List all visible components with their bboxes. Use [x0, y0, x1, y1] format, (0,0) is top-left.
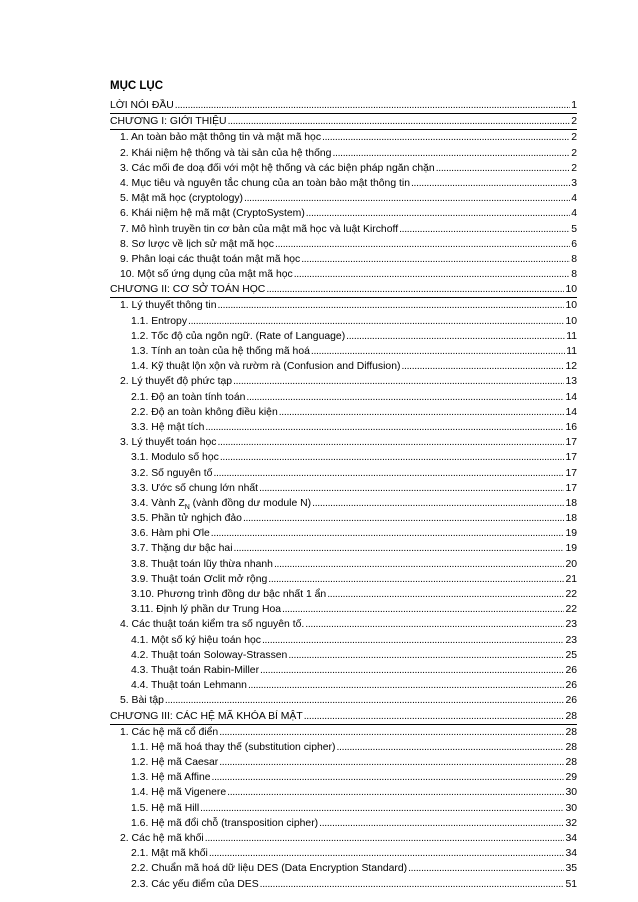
toc-page-number: 2: [571, 147, 577, 159]
toc-entry[interactable]: [110, 176, 577, 191]
toc-page-number: 17: [565, 452, 577, 464]
toc-page-number: 17: [565, 437, 577, 449]
toc-page-number: 35: [565, 863, 577, 875]
toc-page-number: 17: [565, 482, 577, 494]
dot-leader: [312, 496, 564, 511]
toc-entry-title: 2.1. Mật mã khối: [131, 848, 208, 860]
toc-entry-title: 4.1. Một số ký hiệu toán học: [131, 634, 261, 646]
toc-entry-title: 2.2. Độ an toàn không điều kiện: [131, 406, 278, 418]
toc-entry-title: 3.4. Vành $Z_N$ (vành đồng dư module N): [131, 497, 312, 511]
dot-leader: [311, 344, 565, 359]
toc-entry-title: 1.4. Hệ mã Vigenere: [131, 787, 227, 799]
toc-entry[interactable]: [110, 314, 577, 329]
toc-page-number: 23: [565, 634, 577, 646]
toc-page-number: 6: [571, 238, 577, 250]
toc-page-number: 14: [565, 391, 577, 403]
toc-page-number: 28: [565, 757, 577, 769]
dot-leader: [332, 146, 570, 161]
toc-entry-title: 3.2. Số nguyên tố: [131, 467, 213, 479]
toc-chapter-entry[interactable]: [110, 114, 577, 130]
toc-entry-title: CHƯƠNG III: CÁC HỆ MÃ KHÓA BÍ MẬT: [110, 710, 303, 722]
toc-entry-title: 5. Bài tập: [120, 695, 164, 707]
toc-page-number: 29: [565, 772, 577, 784]
toc-entry[interactable]: [110, 405, 577, 420]
dot-leader: [246, 390, 564, 405]
toc-entry[interactable]: [110, 191, 577, 206]
toc-page-number: 2: [571, 132, 577, 144]
toc-entry[interactable]: [110, 648, 577, 663]
dot-leader: [275, 237, 570, 252]
toc-page-number: 26: [565, 695, 577, 707]
toc-chapter-entry[interactable]: [110, 98, 577, 114]
toc-page-number: 14: [565, 406, 577, 418]
dot-leader: [205, 831, 565, 846]
toc-entry[interactable]: [110, 541, 577, 556]
dot-leader: [205, 420, 564, 435]
toc-entry[interactable]: [110, 496, 577, 511]
toc-page-number: 26: [565, 664, 577, 676]
toc-entry[interactable]: [110, 801, 577, 816]
toc-page-number: 16: [565, 421, 577, 433]
toc-entry-title: 3.3. Hệ mật tích: [131, 421, 205, 433]
toc-entry-title: 1. Các hệ mã cổ điển: [120, 726, 219, 738]
toc-heading: MỤC LỤC: [110, 80, 164, 92]
toc-chapter-entry[interactable]: [110, 709, 577, 725]
toc-page-number: 34: [565, 848, 577, 860]
dot-leader: [288, 648, 564, 663]
dot-leader: [306, 206, 570, 221]
toc-entry-title: 3.7. Thặng dư bậc hai: [131, 543, 233, 555]
toc-entry-title: 4.2. Thuật toán Soloway-Strassen: [131, 649, 288, 661]
toc-entry-title: 4.3. Thuật toán Rabin-Miller: [131, 664, 260, 676]
toc-entry-title: 1.1. Entropy: [131, 315, 188, 327]
dot-leader: [219, 755, 564, 770]
dot-leader: [304, 709, 565, 724]
toc-entry[interactable]: [110, 146, 577, 161]
toc-page-number: 51: [565, 878, 577, 890]
dot-leader: [262, 633, 564, 648]
dot-leader: [319, 816, 564, 831]
toc-chapter-entry[interactable]: [110, 282, 577, 298]
toc-entry-title: 3.1. Modulo số học: [131, 452, 219, 464]
dot-leader: [248, 678, 565, 693]
dot-leader: [411, 176, 570, 191]
dot-leader: [227, 785, 564, 800]
toc-entry-title: 3.9. Thuật toán Ơclit mở rộng: [131, 573, 268, 585]
toc-entry[interactable]: [110, 222, 577, 237]
toc-entry-title: 1. Lý thuyết thông tin: [120, 300, 217, 312]
toc-entry[interactable]: [110, 329, 577, 344]
toc-page-number: 19: [565, 543, 577, 555]
dot-leader: [279, 405, 565, 420]
toc-entry-title: 3. Các mối đe doạ đối với một hệ thống và các biện pháp ngăn chặn: [120, 162, 435, 174]
toc-entry-title: 3.3. Ước số chung lớn nhất: [131, 482, 259, 494]
toc-page-number: 4: [571, 193, 577, 205]
toc-page-number: 8: [571, 269, 577, 281]
toc-page-number: 26: [565, 680, 577, 692]
toc-entry[interactable]: [110, 267, 577, 282]
toc-page-number: 22: [565, 604, 577, 616]
toc-page-number: 28: [565, 726, 577, 738]
dot-leader: [213, 466, 564, 481]
dot-leader: [259, 481, 564, 496]
toc-page-number: 10: [565, 315, 577, 327]
toc-page-number: 17: [565, 467, 577, 479]
dot-leader: [399, 222, 570, 237]
dot-leader: [336, 740, 564, 755]
toc-entry[interactable]: [110, 130, 577, 145]
toc-entry[interactable]: [110, 770, 577, 785]
toc-entry-title: 7. Mô hình truyền tin cơ bản của mật mã học và luật Kirchoff: [120, 223, 399, 235]
dot-leader: [282, 602, 564, 617]
toc-page-number: 28: [565, 741, 577, 753]
toc-entry[interactable]: [110, 450, 577, 465]
toc-entry-title: 3.11. Định lý phần dư Trung Hoa: [131, 604, 282, 616]
toc-page-number: 28: [565, 710, 577, 722]
dot-leader: [260, 663, 564, 678]
dot-leader: [294, 267, 570, 282]
toc-page-number: 11: [566, 346, 577, 357]
toc-entry-title: 1.5. Hệ mã Hill: [131, 802, 200, 814]
toc-entry[interactable]: [110, 693, 577, 708]
dot-leader: [305, 617, 564, 632]
toc-entry-title: 1.1. Hệ mã hoá thay thế (substitution cipher): [131, 741, 336, 753]
toc-entry[interactable]: [110, 602, 577, 617]
toc-page-number: 11: [566, 330, 577, 342]
dot-leader: [234, 541, 565, 556]
toc-entry[interactable]: [110, 725, 577, 740]
dot-leader: [274, 557, 564, 572]
toc-page-number: 13: [565, 376, 577, 388]
toc-entry[interactable]: [110, 390, 577, 405]
toc-page-number: 34: [565, 833, 577, 844]
toc-page-number: 18: [565, 497, 577, 509]
toc-entry-title: 1.3. Tính an toàn của hệ thống mã hoá: [131, 346, 310, 357]
toc-entry[interactable]: [110, 237, 577, 252]
dot-leader: [268, 572, 564, 587]
toc-entry[interactable]: [110, 344, 577, 359]
dot-leader: [212, 770, 565, 785]
dot-leader: [244, 191, 570, 206]
toc-page-number: 2: [571, 162, 577, 174]
toc-entry[interactable]: [110, 785, 577, 800]
toc-entry[interactable]: [110, 663, 577, 678]
dot-leader: [188, 314, 564, 329]
toc-entry-title: 2.3. Các yếu điểm của DES: [131, 878, 259, 890]
toc-page-number: 22: [565, 589, 577, 600]
dot-leader: [209, 846, 565, 861]
toc-page-number: 21: [565, 573, 577, 585]
toc-entry-title: 4. Mục tiêu và nguyên tắc chung của an toàn bảo mật thông tin: [120, 177, 410, 189]
dot-leader: [200, 801, 564, 816]
toc-entry-title: 1.4. Kỹ thuật lộn xộn và rườm rà (Confusion and Diffusion): [131, 361, 401, 373]
toc-entry-title: 3.6. Hàm phi Ơle: [131, 528, 210, 540]
dot-leader: [346, 329, 565, 344]
toc-entry-title: 3.8. Thuật toán lũy thừa nhanh: [131, 558, 273, 570]
toc-entry-title: LỜI NÓI ĐẦU: [110, 100, 174, 111]
toc-entry-title: 1.2. Hệ mã Caesar: [131, 757, 219, 769]
toc-entry-title: 1.2. Tốc độ của ngôn ngữ. (Rate of Language): [131, 330, 346, 342]
toc-entry-title: 2. Khái niệm hệ thống và tài sản của hệ thống: [120, 147, 332, 159]
toc-page-number: 30: [565, 802, 577, 814]
dot-leader: [233, 374, 564, 389]
dot-leader: [165, 693, 565, 708]
toc-entry[interactable]: [110, 481, 577, 496]
toc-entry-title: 9. Phân loại các thuật toán mật mã học: [120, 253, 301, 265]
toc-entry[interactable]: [110, 587, 577, 602]
toc-page-number: 3: [571, 177, 577, 189]
toc-entry[interactable]: [110, 740, 577, 755]
toc-entry[interactable]: [110, 420, 577, 435]
toc-entry[interactable]: [110, 526, 577, 541]
toc-entry[interactable]: [110, 374, 577, 389]
toc-entry-title: 1.6. Hệ mã đổi chỗ (transposition cipher): [131, 817, 319, 829]
toc-page-number: 25: [565, 649, 577, 661]
toc-entry[interactable]: [110, 877, 577, 892]
dot-leader: [322, 130, 570, 145]
toc-entry[interactable]: [110, 161, 577, 176]
toc-page-number: 19: [565, 528, 577, 540]
toc-entry[interactable]: [110, 435, 577, 450]
dot-leader: [228, 114, 571, 129]
toc-entry-title: 10. Một số ứng dụng của mật mã học: [120, 269, 293, 281]
toc-page-number: 23: [565, 619, 577, 631]
toc-page-number: 8: [571, 253, 577, 265]
toc-page-number: 10: [565, 284, 577, 296]
toc-entry-title: 2.2. Chuẩn mã hoá dữ liệu DES (Data Encryption Standard): [131, 863, 408, 875]
toc-page-number: 32: [565, 817, 577, 829]
toc-page-number: 2: [571, 116, 577, 128]
toc-entry-title: 4. Các thuật toán kiểm tra số nguyên tố.: [120, 619, 305, 631]
toc-entry[interactable]: [110, 572, 577, 587]
toc-page-number: 4: [571, 208, 577, 220]
toc-entry[interactable]: [110, 252, 577, 267]
toc-entry[interactable]: [110, 298, 577, 313]
toc-entry-title: CHƯƠNG I: GIỚI THIỆU: [110, 116, 227, 128]
toc-page-number: 12: [565, 361, 577, 373]
dot-leader: [220, 450, 565, 465]
dot-leader: [217, 298, 564, 313]
toc-entry[interactable]: [110, 466, 577, 481]
toc-entry-title: 3. Lý thuyết toán học: [120, 437, 217, 449]
toc-page-number: 30: [565, 787, 577, 799]
dot-leader: [211, 526, 565, 541]
dot-leader: [301, 252, 570, 267]
dot-leader: [408, 861, 564, 876]
toc-entry[interactable]: [110, 633, 577, 648]
toc-entry[interactable]: [110, 617, 577, 632]
toc-entry-title: 1.3. Hệ mã Affine: [131, 772, 211, 784]
toc-entry-title: 4.4. Thuật toán Lehmann: [131, 680, 247, 692]
toc-page-number: 10: [565, 300, 577, 312]
dot-leader: [401, 359, 564, 374]
toc-entry[interactable]: [110, 816, 577, 831]
toc-entry-title: 3.10. Phương trình đồng dư bậc nhất 1 ẩn: [131, 589, 327, 600]
toc-entry-title: 6. Khái niệm hệ mã mật (CryptoSystem): [120, 208, 305, 220]
toc-entry-title: 8. Sơ lược về lịch sử mật mã học: [120, 238, 275, 250]
toc-page-number: 18: [565, 513, 577, 525]
toc-entry[interactable]: [110, 206, 577, 221]
dot-leader: [436, 161, 571, 176]
dot-leader: [266, 282, 564, 297]
table-of-contents: [110, 98, 577, 892]
toc-entry[interactable]: [110, 359, 577, 374]
dot-leader: [219, 725, 564, 740]
dot-leader: [217, 435, 564, 450]
toc-entry-title: 1. An toàn bảo mật thông tin và mật mã học: [120, 132, 322, 144]
dot-leader: [175, 98, 570, 113]
toc-entry-title: 2. Các hệ mã khối: [120, 833, 204, 844]
toc-entry-title: 5. Mật mã học (cryptology): [120, 193, 243, 205]
toc-entry-title: 3.5. Phần tử nghịch đảo: [131, 513, 242, 525]
toc-entry-title: 2.1. Độ an toàn tính toán: [131, 391, 246, 403]
dot-leader: [260, 877, 565, 892]
toc-page-number: 20: [565, 558, 577, 570]
toc-entry[interactable]: [110, 831, 577, 846]
toc-entry-title: CHƯƠNG II: CƠ SỞ TOÁN HỌC: [110, 284, 266, 296]
toc-entry[interactable]: [110, 861, 577, 876]
toc-entry[interactable]: [110, 846, 577, 861]
toc-entry-title: 2. Lý thuyết độ phức tạp: [120, 376, 233, 388]
toc-entry[interactable]: [110, 557, 577, 572]
toc-entry[interactable]: [110, 678, 577, 693]
dot-leader: [327, 587, 564, 602]
dot-leader: [243, 511, 564, 526]
toc-entry[interactable]: [110, 755, 577, 770]
toc-page-number: 1: [571, 100, 577, 111]
toc-entry[interactable]: [110, 511, 577, 526]
toc-page-number: 5: [571, 223, 577, 235]
